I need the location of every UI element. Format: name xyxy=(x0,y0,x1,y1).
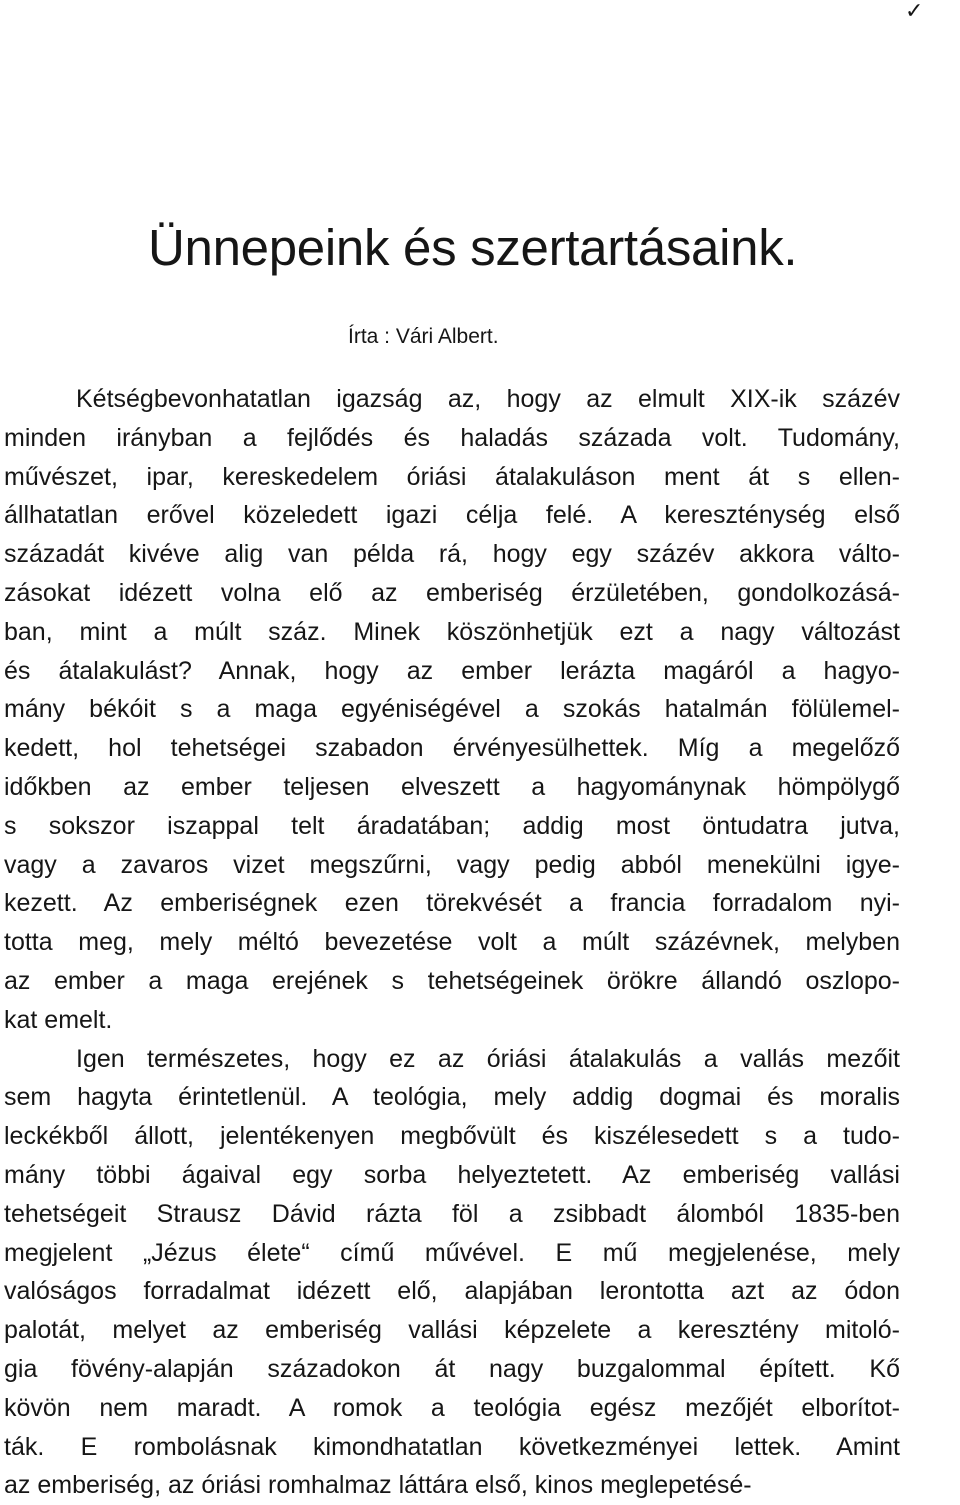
text-line: totta meg, mely méltó bevezetése volt a múlt százévnek, melyben xyxy=(4,928,900,957)
text-line: századát kivéve alig van példa rá, hogy egy százév akkora válto- xyxy=(4,540,900,569)
text-line: az emberiség, az óriási romhalmaz láttára első, kinos meglepetésé- xyxy=(4,1471,752,1500)
text-line: vagy a zavaros vizet megszűrni, vagy pedig abból menekülni igye- xyxy=(4,850,900,879)
text-line: az ember a maga erejének s tehetségeinek örökre állandó oszlopo- xyxy=(4,966,900,995)
article-body xyxy=(4,380,900,1505)
byline xyxy=(348,326,499,347)
text-line: mány békóit s a maga egyéniségével a szokás hatalmán fölülemel- xyxy=(4,695,900,724)
corner-mark: ✓ xyxy=(905,0,924,23)
text-line: és átalakulást? Annak, hogy az ember lerázta magáról a hagyo- xyxy=(4,656,900,685)
text-line: ban, mint a múlt száz. Minek köszönhetjük ezt a nagy változást xyxy=(4,617,900,646)
text-line: mány többi ágaival egy sorba helyeztetett. Az emberiség vallási xyxy=(4,1160,900,1189)
text-line: sem hagyta érintetlenül. A teológia, mely addig dogmai és moralis xyxy=(4,1083,900,1112)
text-line: időkben az ember teljesen elveszett a hagyománynak hömpölygő xyxy=(4,772,900,801)
text-line: gia fövény-alapján századokon át nagy buzgalommal épített. Kő xyxy=(4,1354,900,1383)
text-line: zásokat idézett volna elő az emberiség érzületében, gondolkozásá- xyxy=(4,578,900,607)
text-line: állhatatlan erővel közeledett igazi célja felé. A kereszténység első xyxy=(4,501,900,530)
text-line: palotát, melyet az emberiség vallási képzelete a keresztény mitoló- xyxy=(4,1316,900,1345)
article-title: Ünnepeink és szertartásaink. xyxy=(148,219,798,276)
byline-prefix: Írta : xyxy=(348,325,391,348)
text-line: kövön nem maradt. A romok a teológia egész mezőjét elborítot- xyxy=(4,1393,900,1422)
text-line: leckékből állott, jelentékenyen megbővült és kiszélesedett s a tudo- xyxy=(4,1122,900,1151)
text-line: minden irányban a fejlődés és haladás százada volt. Tudomány, xyxy=(4,423,900,452)
text-line: tehetségeit Strausz Dávid rázta föl a zsibbadt álomból 1835-ben xyxy=(4,1199,900,1228)
text-line: s sokszor iszappal telt áradatában; addig most öntudatra jutva, xyxy=(4,811,900,840)
text-line: megjelent „Jézus élete“ című művével. E mű megjelenése, mely xyxy=(4,1238,900,1267)
author-name: Vári Albert. xyxy=(395,325,499,348)
text-line: Igen természetes, hogy ez az óriási átalakulás a vallás mezőit xyxy=(76,1044,900,1073)
text-line: kedett, hol tehetségei szabadon érvényesülhettek. Míg a megelőző xyxy=(4,734,900,763)
text-line: valóságos forradalmat idézett elő, alapjában lerontotta azt az ódon xyxy=(4,1277,900,1306)
text-line: kezett. Az emberiségnek ezen törekvését a francia forradalom nyi- xyxy=(4,889,900,918)
text-line: művészet, ipar, kereskedelem óriási átalakuláson ment át s ellen- xyxy=(4,462,900,491)
text-line: Kétségbevonhatatlan igazság az, hogy az elmult XIX-ik százév xyxy=(76,385,900,413)
text-line: ták. E rombolásnak kimondhatatlan következményei lettek. Amint xyxy=(4,1432,900,1461)
text-line: kat emelt. xyxy=(4,1005,113,1034)
